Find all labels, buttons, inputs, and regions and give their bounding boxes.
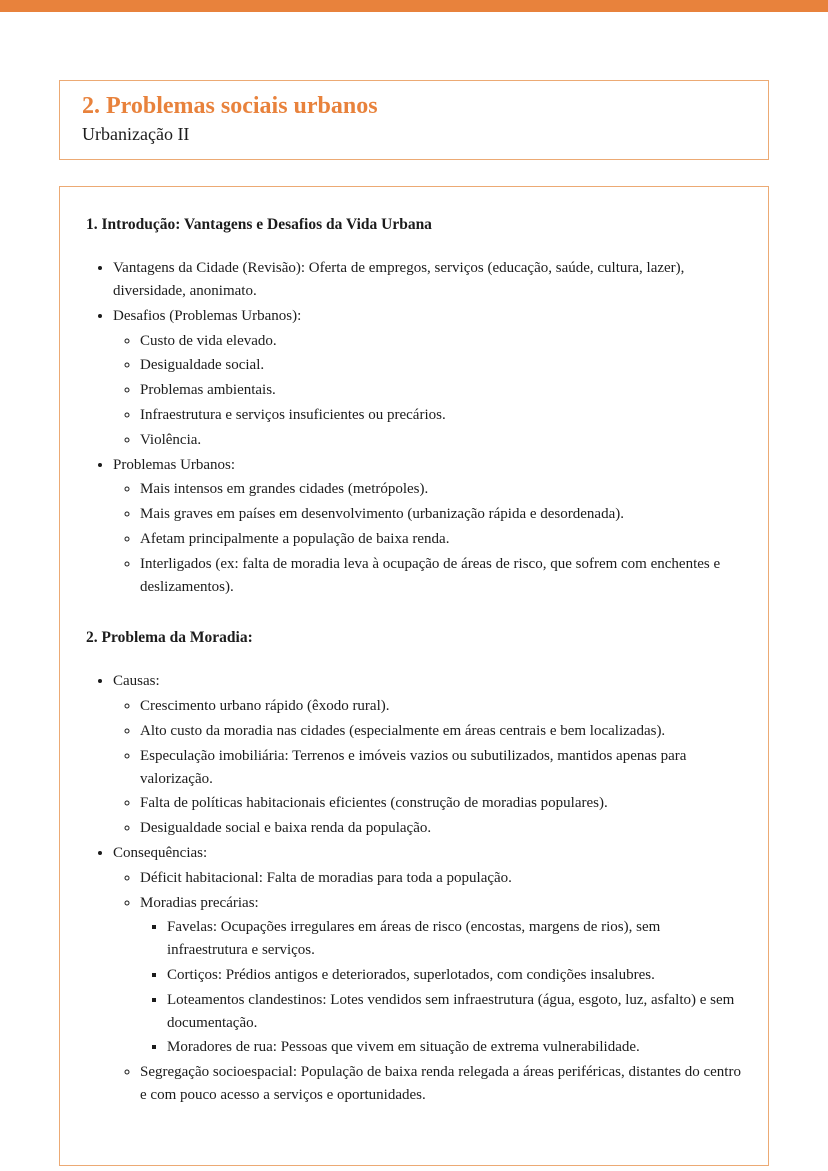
page-subtitle: Urbanização II [82,123,190,144]
list-item-text: Mais intensos em grandes cidades (metrópoles). [140,481,429,498]
list-item [140,553,742,599]
list-item-text: Problemas Urbanos: [113,456,236,473]
list-item-text: Desigualdade social e baixa renda da população. [140,820,432,837]
bullet-list-level-2 [113,478,742,598]
header-box [59,80,769,160]
list-item [140,330,742,353]
list-item [140,1061,742,1107]
bullet-list-level-1 [86,257,742,598]
bullet-list-level-2 [113,867,742,1107]
list-item-text: Alto custo da moradia nas cidades (especialmente em áreas centrais e bem localizadas). [140,723,666,740]
list-item-text: Causas: [113,673,160,690]
list-item-text: Afetam principalmente a população de baixa renda. [140,530,450,547]
list-item-text: Mais graves em países em desenvolvimento (urbanização rápida e desordenada). [140,506,624,523]
list-item [140,695,742,718]
list-item [140,792,742,815]
list-item [113,305,742,452]
top-accent-bar [0,0,828,12]
list-item [140,379,742,402]
sections-container [86,215,742,1107]
list-item [167,989,742,1035]
list-item [140,745,742,791]
bullet-list-level-2 [113,695,742,840]
list-item-text: Moradias precárias: [140,894,259,911]
list-item [140,720,742,743]
list-item-text: Problemas ambientais. [140,382,276,399]
list-item-text: Violência. [140,431,202,448]
list-item-text: Segregação socioespacial: População de baixa renda relegada a áreas periféricas, distantes do centro e com pouco acesso a serviços e oportunidades. [140,1064,741,1103]
list-item-text: Loteamentos clandestinos: Lotes vendidos sem infraestrutura (água, esgoto, luz, asfalto) e sem documentação. [167,991,735,1031]
bullet-list-level-3 [140,916,742,1059]
list-item-text: Crescimento urbano rápido (êxodo rural). [140,698,390,715]
list-item [140,528,742,551]
list-item [167,916,742,962]
list-item [140,892,742,1060]
content-section [86,215,742,598]
list-item-text: Desafios (Problemas Urbanos): [113,307,302,324]
list-item [140,478,742,501]
list-item [140,429,742,452]
list-item [167,1036,742,1059]
list-item [167,964,742,987]
list-item-text: Favelas: Ocupações irregulares em áreas de risco (encostas, margens de rios), sem infraestrutura e serviços. [167,919,661,959]
list-item [113,670,742,840]
list-item [140,817,742,840]
list-item [113,454,742,599]
list-item [140,404,742,427]
list-item-text: Déficit habitacional: Falta de moradias para toda a população. [140,869,512,886]
list-item-text: Cortiços: Prédios antigos e deteriorados, superlotados, com condições insalubres. [167,967,655,983]
section-heading: 2. Problema da Moradia: [86,629,253,647]
list-item [140,867,742,890]
list-item-text: Especulação imobiliária: Terrenos e imóveis vazios ou subutilizados, mantidos apenas para valorização. [140,747,687,787]
list-item [113,257,742,303]
list-item-text: Custo de vida elevado. [140,332,277,349]
content-box [59,186,769,1166]
list-item-text: Desigualdade social. [140,357,265,374]
section-heading: 1. Introdução: Vantagens e Desafios da Vida Urbana [86,216,432,233]
list-item [140,503,742,526]
list-item-text: Interligados (ex: falta de moradia leva à ocupação de áreas de risco, que sofrem com enchentes e deslizamentos). [140,555,721,595]
bullet-list-level-2 [113,330,742,452]
list-item-text: Moradores de rua: Pessoas que vivem em situação de extrema vulnerabilidade. [167,1039,640,1056]
content-section [86,628,742,1106]
list-item-text: Falta de políticas habitacionais eficientes (construção de moradias populares). [140,795,608,812]
list-item-text: Vantagens da Cidade (Revisão): Oferta de empregos, serviços (educação, saúde, cultura, lazer), diversidade, anonimato. [113,260,685,299]
list-item-text: Infraestrutura e serviços insuficientes ou precários. [140,406,446,423]
list-item [113,842,742,1107]
bullet-list-level-1 [86,670,742,1106]
page-title: 2. Problemas sociais urbanos [82,93,378,119]
list-item-text: Consequências: [113,845,208,862]
list-item [140,354,742,377]
